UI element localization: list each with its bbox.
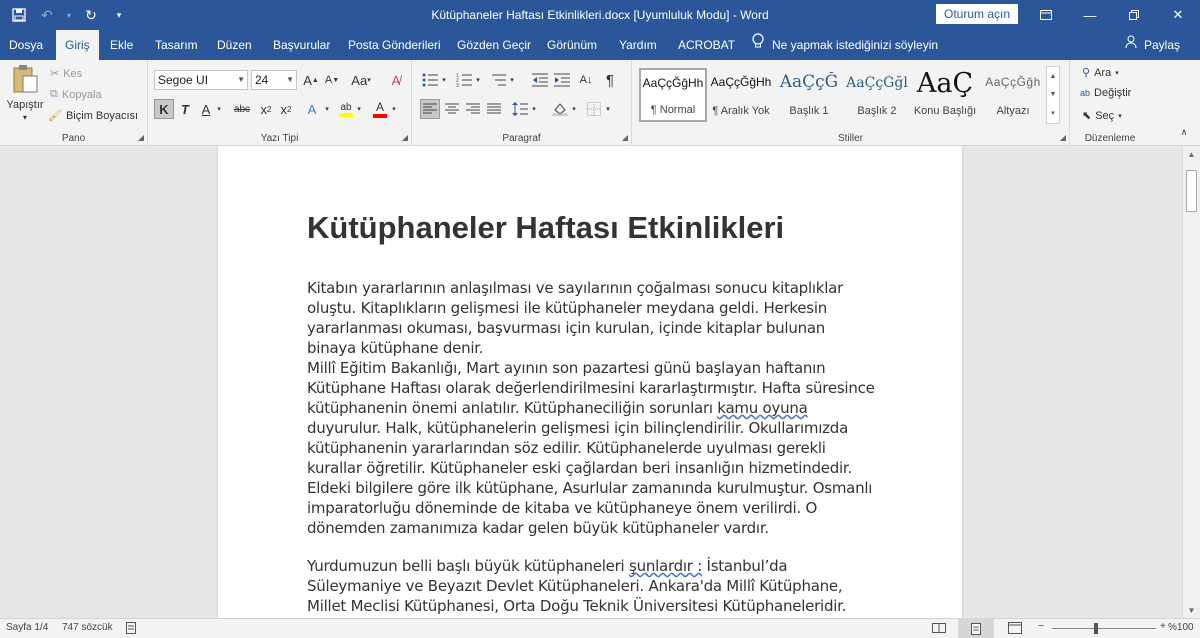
web-layout-icon[interactable] bbox=[1008, 622, 1022, 637]
strikethrough-button[interactable]: abc bbox=[233, 103, 251, 115]
sign-in-button[interactable]: Oturum açın bbox=[936, 4, 1018, 24]
subscript-icon[interactable]: x 2 bbox=[260, 101, 272, 117]
spelling-error[interactable]: kamu oyuna bbox=[717, 399, 808, 417]
paste-label: Yapıştır bbox=[6, 99, 44, 111]
svg-text:2: 2 bbox=[456, 78, 459, 84]
tell-me-text: Ne yapmak istediğinizi söyleyin bbox=[772, 38, 939, 52]
undo-icon[interactable]: ↶ bbox=[41, 6, 53, 23]
copy-button[interactable] bbox=[50, 88, 102, 101]
customize-qat-icon[interactable]: ▾ bbox=[116, 9, 122, 20]
document-page[interactable] bbox=[218, 146, 962, 618]
style-preview: AaÇçĞ bbox=[779, 72, 839, 92]
bullets-dropdown-icon[interactable]: ▾ bbox=[442, 77, 446, 84]
shrink-font-icon[interactable]: A ▼ bbox=[324, 74, 340, 86]
status-bar bbox=[0, 618, 1200, 638]
paragraph-text: İstanbul’da Süleymaniye ve Beyazıt Devlet Kütüphaneleri. Ankara'da Millî Kütüphane, Millet Meclisi Kütüphanesi, Orta Doğu Teknik Üniversitesi Kütüphaneleridir. bbox=[307, 557, 847, 615]
share-label: Paylaş bbox=[1143, 38, 1180, 52]
close-icon[interactable]: ✕ bbox=[1172, 7, 1184, 22]
scroll-down-icon[interactable]: ▼ bbox=[1187, 605, 1196, 615]
chevron-down-icon: ▼ bbox=[237, 75, 245, 84]
font-name-value: Segoe UI bbox=[158, 73, 209, 87]
tab-tasarim[interactable]: Tasarım bbox=[155, 38, 198, 52]
svg-text:3: 3 bbox=[456, 83, 459, 87]
style-no-spacing[interactable] bbox=[707, 68, 775, 122]
scroll-thumb[interactable] bbox=[1186, 170, 1197, 212]
replace-label: Değiştir bbox=[1094, 87, 1132, 99]
styles-gallery-scroll[interactable] bbox=[1046, 66, 1060, 124]
style-title[interactable] bbox=[911, 68, 979, 122]
style-name: Başlık 1 bbox=[789, 105, 829, 117]
person-icon bbox=[1125, 30, 1139, 60]
copy-icon: ⧉ bbox=[50, 88, 58, 100]
style-name: ¶ Normal bbox=[650, 104, 696, 116]
tab-dosya[interactable]: Dosya bbox=[9, 38, 44, 52]
ribbon-display-options-icon[interactable] bbox=[1024, 0, 1068, 30]
replace-button[interactable] bbox=[1080, 87, 1131, 99]
chevron-down-icon: ▼ bbox=[286, 75, 294, 84]
tab-yardim[interactable]: Yardım bbox=[619, 38, 657, 52]
align-right-icon[interactable] bbox=[463, 99, 483, 119]
more-icon[interactable]: ▾ bbox=[1051, 110, 1055, 118]
document-canvas bbox=[0, 146, 1182, 618]
increase-indent-icon[interactable] bbox=[552, 70, 572, 90]
replace-icon: ab bbox=[1080, 88, 1091, 98]
read-mode-icon[interactable] bbox=[932, 622, 946, 637]
style-normal[interactable] bbox=[639, 68, 707, 122]
justify-icon[interactable] bbox=[484, 99, 504, 119]
document-title[interactable]: Kütüphaneler Haftası Etkinlikleri bbox=[307, 210, 785, 245]
font-launcher-icon[interactable]: ◢ bbox=[401, 133, 408, 142]
window-title: Kütüphaneler Haftası Etkinlikleri.docx [Uyumluluk Modu] - Word bbox=[431, 8, 769, 22]
restore-icon[interactable] bbox=[1112, 0, 1156, 30]
tell-me-box[interactable] bbox=[752, 30, 938, 60]
paintbrush-icon: 🖌 bbox=[48, 110, 62, 122]
style-preview: AaÇçĞğh bbox=[985, 75, 1041, 89]
underline-button[interactable]: A bbox=[201, 101, 211, 117]
style-heading-2[interactable] bbox=[843, 68, 911, 122]
format-painter-button[interactable] bbox=[48, 109, 138, 122]
ribbon-tabs bbox=[0, 30, 1200, 60]
print-layout-icon[interactable] bbox=[958, 619, 994, 638]
find-label: Ara bbox=[1094, 66, 1112, 79]
cut-button[interactable] bbox=[50, 67, 82, 80]
style-subtitle[interactable] bbox=[979, 68, 1047, 122]
numbering-dropdown-icon[interactable]: ▾ bbox=[476, 77, 480, 84]
collapse-ribbon-icon[interactable]: ∧ bbox=[1180, 126, 1188, 137]
highlight-icon[interactable]: ab bbox=[336, 99, 356, 119]
paragraph-launcher-icon[interactable]: ◢ bbox=[621, 133, 628, 142]
style-name: Altyazı bbox=[996, 105, 1030, 117]
style-name: Konu Başlığı bbox=[913, 105, 977, 117]
style-preview: AaÇçĞğl bbox=[846, 75, 908, 91]
paragraph-text: duyurulur. Halk, kütüphanelerin gelişmesi için bilinçlendirilir. Okullarımızda kütüphanenin yararlarından söz edilir. Kütüphanelerde uyulması gerekli kurallar öğretilir. Kütüphaneler eski çağlardan beri insanlığın hizmetindedir. Eldeki bilgilere göre ilk kütüphane, Asurlular zamanında kurulmuştur. Osmanlı imparatorluğu döneminde de kitaba ve kütüphaneye önem verilirdi. O dönemden zamanımıza kadar gelen büyük kütüphaneler vardır. bbox=[307, 419, 873, 537]
font-name-input[interactable] bbox=[154, 70, 248, 90]
scissors-icon: ✂ bbox=[50, 68, 60, 80]
zoom-slider-thumb[interactable] bbox=[1094, 623, 1098, 634]
tab-ekle[interactable]: Ekle bbox=[110, 38, 134, 52]
clipboard-icon bbox=[11, 64, 39, 97]
minimize-icon[interactable]: — bbox=[1083, 7, 1097, 23]
vertical-scrollbar[interactable] bbox=[1182, 146, 1200, 618]
change-case-button[interactable] bbox=[346, 70, 376, 90]
tab-duzen[interactable]: Düzen bbox=[217, 38, 252, 52]
align-left-icon[interactable] bbox=[420, 99, 440, 119]
paragraph-group-label: Paragraf bbox=[502, 133, 541, 144]
clipboard-group bbox=[0, 60, 148, 146]
clear-formatting-icon[interactable]: A̸ bbox=[391, 72, 401, 88]
zoom-level[interactable]: %100 bbox=[1168, 622, 1194, 633]
chevron-down-icon: ▾ bbox=[1118, 112, 1122, 120]
bullets-icon[interactable] bbox=[420, 70, 440, 90]
styles-launcher-icon[interactable]: ◢ bbox=[1059, 133, 1066, 142]
window-controls bbox=[1024, 0, 1200, 30]
document-paragraph[interactable] bbox=[307, 556, 877, 616]
chevron-down-icon: ▾ bbox=[367, 77, 371, 84]
text-effects-icon[interactable]: A bbox=[307, 101, 317, 117]
text-effects-dropdown-icon[interactable]: ▾ bbox=[325, 106, 329, 113]
grow-font-icon[interactable]: A ▲ bbox=[303, 72, 319, 88]
tab-posta-gonderileri[interactable]: Posta Gönderileri bbox=[348, 38, 441, 52]
style-preview: AaÇçĞğHh bbox=[710, 75, 772, 89]
select-label: Seç bbox=[1095, 109, 1115, 122]
search-icon: ⚲ bbox=[1082, 67, 1091, 79]
align-center-icon[interactable] bbox=[442, 99, 462, 119]
font-size-input[interactable] bbox=[251, 70, 297, 90]
multilevel-list-icon[interactable] bbox=[488, 70, 508, 90]
scroll-up-icon[interactable]: ▲ bbox=[1187, 149, 1196, 159]
borders-dropdown-icon[interactable]: ▾ bbox=[606, 106, 610, 113]
select-cursor-icon: ⬉ bbox=[1082, 110, 1092, 122]
font-color-icon[interactable]: A bbox=[370, 99, 390, 119]
multilevel-dropdown-icon[interactable]: ▾ bbox=[510, 77, 514, 84]
share-button[interactable] bbox=[1125, 30, 1180, 60]
select-button[interactable] bbox=[1082, 109, 1122, 122]
italic-button[interactable]: T bbox=[181, 101, 189, 117]
tab-giris[interactable]: Giriş bbox=[56, 30, 99, 60]
format-painter-label: Biçim Boyacısı bbox=[65, 109, 139, 122]
shading-dropdown-icon[interactable]: ▾ bbox=[572, 106, 576, 113]
lightbulb-icon bbox=[752, 30, 764, 60]
cut-label: Kes bbox=[63, 67, 83, 80]
style-name: Başlık 2 bbox=[857, 105, 897, 117]
save-icon[interactable] bbox=[8, 5, 30, 25]
zoom-slider-track[interactable] bbox=[1052, 628, 1156, 629]
styles-gallery bbox=[639, 66, 1047, 124]
chevron-down-icon: ▾ bbox=[1115, 69, 1119, 77]
shading-icon[interactable] bbox=[550, 99, 570, 119]
editing-group bbox=[1070, 60, 1150, 146]
line-spacing-icon[interactable] bbox=[510, 99, 530, 119]
grammar-error[interactable]: şunlardır : bbox=[629, 557, 703, 575]
page-count[interactable]: Sayfa 1/4 bbox=[6, 622, 49, 633]
style-preview: AaÇ bbox=[916, 68, 974, 99]
find-button[interactable] bbox=[1082, 66, 1119, 79]
styles-group-label: Stiller bbox=[837, 133, 863, 144]
bold-button[interactable]: K bbox=[154, 99, 174, 119]
style-preview: AaÇçĞğHh bbox=[642, 76, 704, 90]
tab-basvurular[interactable]: Başvurular bbox=[273, 38, 331, 52]
title-bar bbox=[0, 0, 1200, 30]
paragraph-group bbox=[412, 60, 632, 146]
document-paragraph[interactable]: Kitabın yararlarının anlaşılması ve sayılarının çoğalması sonucu kitaplıklar oluştu. Kitaplıkların gelişmesi ile kütüphaneler meydana geldi. Herkesin yararlanması okuması, başvurması için kurulan, içinde kitaplar bulunan binaya kütüphane denir. bbox=[307, 279, 843, 357]
font-color-dropdown-icon[interactable]: ▾ bbox=[392, 106, 396, 113]
style-heading-1[interactable] bbox=[775, 68, 843, 122]
font-group bbox=[148, 60, 412, 146]
paragraph-text: Yurdumuzun belli başlı büyük kütüphaneleri bbox=[307, 557, 629, 575]
zoom-in-icon[interactable]: + bbox=[1160, 621, 1166, 632]
clipboard-launcher-icon[interactable]: ◢ bbox=[137, 133, 144, 142]
clipboard-group-label: Pano bbox=[61, 133, 86, 144]
paste-button[interactable] bbox=[6, 64, 44, 122]
tab-gorunum[interactable]: Görünüm bbox=[547, 38, 598, 52]
style-name: ¶ Aralık Yok bbox=[712, 105, 770, 117]
proofing-icon[interactable] bbox=[126, 622, 138, 637]
word-count[interactable]: 747 sözcük bbox=[62, 622, 113, 633]
svg-text:1: 1 bbox=[456, 73, 459, 79]
highlight-dropdown-icon[interactable]: ▾ bbox=[357, 106, 361, 113]
superscript-icon[interactable]: x 2 bbox=[280, 101, 292, 117]
underline-dropdown-icon[interactable]: ▾ bbox=[217, 106, 221, 113]
undo-dropdown-icon[interactable]: ▾ bbox=[66, 10, 71, 20]
sort-icon[interactable]: A↓ bbox=[579, 74, 593, 86]
decrease-indent-icon[interactable] bbox=[530, 70, 550, 90]
line-spacing-dropdown-icon[interactable]: ▾ bbox=[532, 106, 536, 113]
ribbon bbox=[0, 60, 1200, 146]
copy-label: Kopyala bbox=[61, 88, 102, 101]
numbering-icon[interactable] bbox=[454, 70, 474, 90]
chevron-up-icon[interactable]: ▲ bbox=[1049, 72, 1057, 80]
tab-gozden-gecir[interactable]: Gözden Geçir bbox=[457, 38, 532, 52]
font-size-value: 24 bbox=[255, 73, 269, 87]
font-group-label: Yazı Tipi bbox=[260, 133, 299, 144]
change-case-label: Aa bbox=[351, 72, 368, 88]
paste-dropdown-icon: ▾ bbox=[22, 113, 27, 122]
redo-icon[interactable]: ↻ bbox=[85, 6, 97, 23]
quick-access-toolbar bbox=[8, 5, 130, 25]
borders-icon[interactable] bbox=[584, 99, 604, 119]
show-formatting-marks-icon[interactable]: ¶ bbox=[605, 71, 615, 89]
document-paragraph[interactable] bbox=[307, 358, 877, 538]
paragraph-text: Millî Eğitim Bakanlığı, Mart ayının son pazartesi günü başlayan haftanın Kütüphane Haftası olarak değerlendirilmesini kararlaştırmıştır. Hafta süresince kütüphanenin önemi anlatılır. Kütüphaneciliğin sorunları bbox=[307, 359, 875, 417]
tab-acrobat[interactable]: ACROBAT bbox=[678, 38, 736, 52]
zoom-out-icon[interactable]: − bbox=[1038, 621, 1044, 632]
editing-group-label: Düzenleme bbox=[1084, 133, 1136, 144]
chevron-down-icon[interactable]: ▼ bbox=[1049, 90, 1057, 98]
